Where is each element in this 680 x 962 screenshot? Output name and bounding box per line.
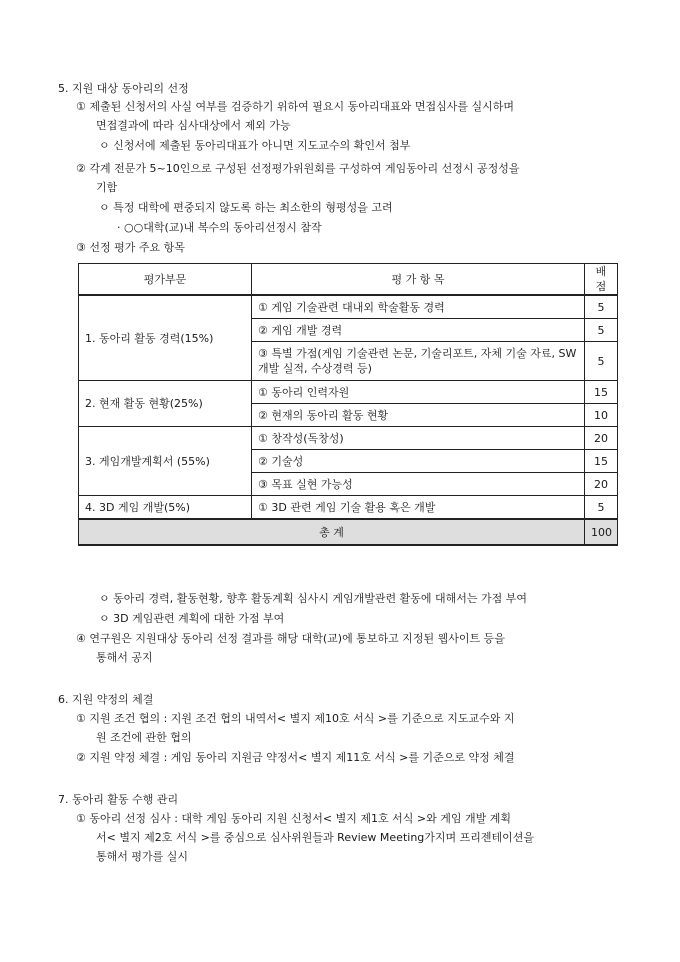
s6-item1-line2: 원 조건에 관한 협의 — [96, 731, 192, 744]
s5-item1-line1: ① 제출된 신청서의 사실 여부를 검증하기 위하여 필요시 동아리대표와 면접심사를 실시하며 — [76, 100, 514, 113]
header-score: 배점 — [585, 264, 618, 296]
s5-item4-line1: ④ 연구원은 지원대상 동아리 선정 결과를 해당 대학(교)에 통보하고 지정된 웹사이트 등을 — [76, 632, 505, 645]
s7-item1-line1: ① 동아리 선정 심사 : 대학 게임 동아리 지원 신청서< 별지 제1호 서식 >와 게임 개발 계획 — [76, 812, 511, 825]
s6-item2: ② 지원 약정 체결 : 게임 동아리 지원금 약정서< 별지 제11호 서식 >를 기준으로 약정 체결 — [76, 751, 515, 764]
table-row — [79, 381, 618, 404]
table-row — [79, 295, 618, 319]
s5-item2-note: ㅇ 특정 대학에 편중되지 않도록 하는 최소한의 형평성을 고려 — [99, 201, 393, 214]
item-cell: ② 기술성 — [252, 450, 585, 473]
category-cell: 3. 게임개발계획서 (55%) — [79, 427, 252, 496]
total-row — [79, 519, 618, 545]
score-cell: 15 — [585, 450, 618, 473]
score-cell: 10 — [585, 404, 618, 427]
score-cell: 5 — [585, 496, 618, 520]
s7-item1-line3: 통해서 평가를 실시 — [96, 850, 189, 863]
item-cell: ① 창작성(독창성) — [252, 427, 585, 450]
s6-item1-line1: ① 지원 조건 협의 : 지원 조건 협의 내역서< 별지 제10호 서식 >를 기준으로 지도교수와 지 — [76, 712, 515, 725]
s5-item2-line2: 기함 — [96, 181, 118, 194]
s5-item2-subnote: · ○○대학(교)내 복수의 동아리선정시 참작 — [117, 221, 322, 234]
score-cell: 20 — [585, 427, 618, 450]
section-7-title: 7. 동아리 활동 수행 관리 — [58, 793, 179, 806]
s5-item2-line1: ② 각계 전문가 5~10인으로 구성된 선정평가위원회를 구성하여 게임동아리 선정시 공정성을 — [76, 162, 520, 175]
header-category: 평가부문 — [79, 264, 252, 296]
section-6-title: 6. 지원 약정의 체결 — [58, 693, 154, 706]
item-cell: ① 3D 관련 게임 기술 활용 혹은 개발 — [252, 496, 585, 520]
category-cell: 2. 현재 활동 현황(25%) — [79, 381, 252, 427]
score-cell: 5 — [585, 342, 618, 381]
item-cell: ③ 특별 가점(게임 기술관련 논문, 기술리포트, 자체 기술 자료, SW 개발 실적, 수상경력 등) — [252, 342, 585, 381]
table-header-row — [79, 264, 618, 296]
total-score: 100 — [585, 519, 618, 545]
note-bonus-3d: ㅇ 3D 게임관련 계획에 대한 가점 부여 — [99, 612, 285, 625]
s5-item3: ③ 선정 평가 주요 항목 — [76, 241, 185, 254]
table-row — [79, 496, 618, 520]
item-cell: ① 동아리 인력자원 — [252, 381, 585, 404]
score-cell: 5 — [585, 319, 618, 342]
item-cell: ② 현재의 동아리 활동 현황 — [252, 404, 585, 427]
item-cell: ① 게임 기술관련 대내외 학술활동 경력 — [252, 295, 585, 319]
category-cell: 4. 3D 게임 개발(5%) — [79, 496, 252, 520]
item-cell: ③ 목표 실현 가능성 — [252, 473, 585, 496]
item-cell: ② 게임 개발 경력 — [252, 319, 585, 342]
s7-item1-line2: 서< 별지 제2호 서식 >를 중심으로 심사위원들과 Review Meeting가지며 프리젠테이션을 — [96, 831, 535, 844]
header-item: 평 가 항 목 — [252, 264, 585, 296]
table-row — [79, 427, 618, 450]
s5-item1-note: ㅇ 신청서에 제출된 동아리대표가 아니면 지도교수의 확인서 첨부 — [99, 139, 411, 152]
section-5-title: 5. 지원 대상 동아리의 선정 — [58, 82, 189, 95]
evaluation-table — [78, 263, 618, 546]
category-cell: 1. 동아리 활동 경력(15%) — [79, 295, 252, 381]
score-cell: 15 — [585, 381, 618, 404]
s5-item1-line2: 면접결과에 따라 심사대상에서 제외 가능 — [96, 119, 291, 132]
score-cell: 5 — [585, 295, 618, 319]
s5-item4-line2: 통해서 공지 — [96, 651, 153, 664]
total-label: 총 계 — [79, 519, 585, 545]
score-cell: 20 — [585, 473, 618, 496]
note-bonus-activities: ㅇ 동아리 경력, 활동현황, 향후 활동계획 심사시 게임개발관련 활동에 대해서는 가점 부여 — [99, 592, 527, 605]
